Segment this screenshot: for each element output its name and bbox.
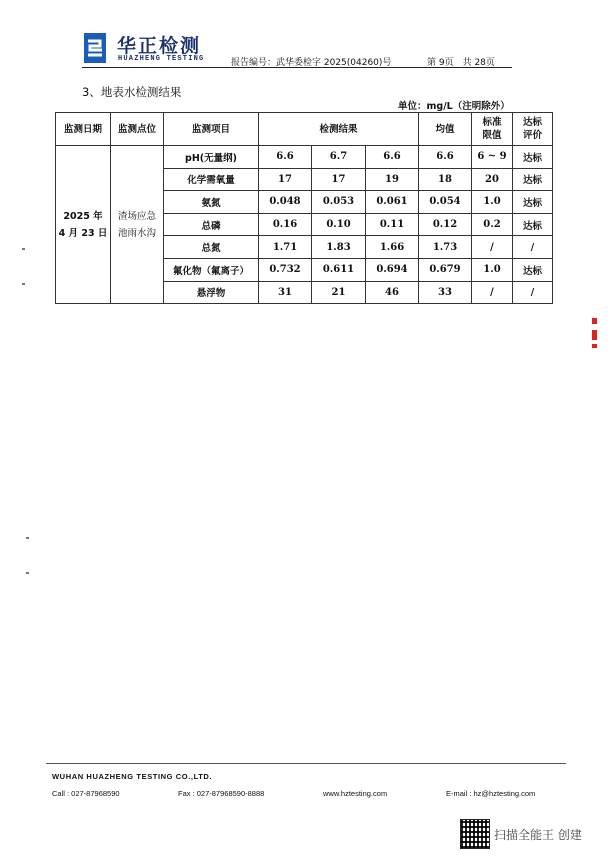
cell-result: 0.11 (366, 213, 419, 236)
scanner-watermark-text: 扫描全能王 创建 (494, 827, 582, 842)
company-logo-icon (84, 33, 106, 63)
cell-date: 2025 年 4 月 23 日 (56, 146, 111, 304)
table-header-row (56, 113, 553, 146)
cell-item: 悬浮物 (164, 281, 259, 304)
cell-mean: 1.73 (419, 236, 472, 259)
fax: Fax : 027-87968590-8888 (178, 789, 265, 798)
cell-result: 0.061 (366, 191, 419, 214)
cell-eval: 达标 (513, 146, 553, 169)
cell-result: 17 (259, 168, 312, 191)
cell-eval: / (513, 236, 553, 259)
cell-mean: 33 (419, 281, 472, 304)
logo-en-text: HUAZHENG TESTING (118, 55, 205, 63)
cell-result: 1.71 (259, 236, 312, 259)
cell-eval: / (513, 281, 553, 304)
cell-result: 0.053 (312, 191, 366, 214)
cell-limit: 1.0 (472, 258, 513, 281)
cell-limit: / (472, 236, 513, 259)
header-divider (82, 67, 512, 68)
cell-eval: 达标 (513, 258, 553, 281)
report-number: 报告编号：武华委检字 2025(04260)号 (231, 58, 392, 68)
qr-code-icon (460, 819, 490, 849)
cell-eval: 达标 (513, 168, 553, 191)
header-mean: 均值 (419, 113, 472, 146)
cell-eval: 达标 (513, 213, 553, 236)
cell-result: 17 (312, 168, 366, 191)
unit-note: 单位：mg/L（注明除外） (398, 101, 510, 112)
cell-limit: 0.2 (472, 213, 513, 236)
cell-site: 渣场应急 池雨水沟 (111, 146, 164, 304)
phone: Call : 027-87968590 (52, 789, 120, 798)
scan-dot (22, 283, 25, 285)
scanner-watermark (460, 819, 582, 849)
section-title: 3、地表水检测结果 (82, 85, 182, 99)
website: www.hztesting.com (323, 789, 388, 798)
scan-dot (22, 248, 25, 250)
cell-item: 氨氮 (164, 191, 259, 214)
cell-result: 0.048 (259, 191, 312, 214)
cell-item: 总氮 (164, 236, 259, 259)
cell-limit: 20 (472, 168, 513, 191)
cell-result: 31 (259, 281, 312, 304)
cell-result: 6.6 (259, 146, 312, 169)
cell-limit: / (472, 281, 513, 304)
cell-result: 0.611 (312, 258, 366, 281)
footer-divider (46, 763, 566, 764)
company-name: WUHAN HUAZHENG TESTING CO.,LTD. (52, 772, 213, 781)
cell-item: 总磷 (164, 213, 259, 236)
cell-result: 19 (366, 168, 419, 191)
cell-eval: 达标 (513, 191, 553, 214)
header-results: 检测结果 (259, 113, 419, 146)
cell-result: 1.66 (366, 236, 419, 259)
cell-item: pH(无量纲) (164, 146, 259, 169)
header-date: 监测日期 (56, 113, 111, 146)
header-site: 监测点位 (111, 113, 164, 146)
stamp-edge-mark (592, 318, 597, 358)
header-evaluation: 达标 评价 (513, 113, 553, 146)
cell-item: 化学需氧量 (164, 168, 259, 191)
cell-result: 6.7 (312, 146, 366, 169)
table-row (56, 146, 553, 169)
cell-result: 6.6 (366, 146, 419, 169)
scan-dot (26, 537, 29, 539)
cell-result: 0.16 (259, 213, 312, 236)
cell-mean: 0.054 (419, 191, 472, 214)
cell-result: 0.10 (312, 213, 366, 236)
results-table (55, 112, 553, 304)
email: E-mail : hz@hztesting.com (446, 789, 536, 798)
cell-result: 21 (312, 281, 366, 304)
cell-limit: 1.0 (472, 191, 513, 214)
cell-mean: 6.6 (419, 146, 472, 169)
header-limit: 标准 限值 (472, 113, 513, 146)
cell-result: 46 (366, 281, 419, 304)
scan-dot (26, 572, 29, 574)
cell-mean: 0.12 (419, 213, 472, 236)
cell-item: 氟化物（氟离子） (164, 258, 259, 281)
cell-mean: 0.679 (419, 258, 472, 281)
cell-result: 0.732 (259, 258, 312, 281)
cell-result: 0.694 (366, 258, 419, 281)
page-indicator: 第 9页 共 28页 (427, 58, 495, 68)
header-item: 监测项目 (164, 113, 259, 146)
cell-mean: 18 (419, 168, 472, 191)
cell-limit: 6 ~ 9 (472, 146, 513, 169)
cell-result: 1.83 (312, 236, 366, 259)
logo-cn-text: 华正检测 (117, 35, 202, 57)
